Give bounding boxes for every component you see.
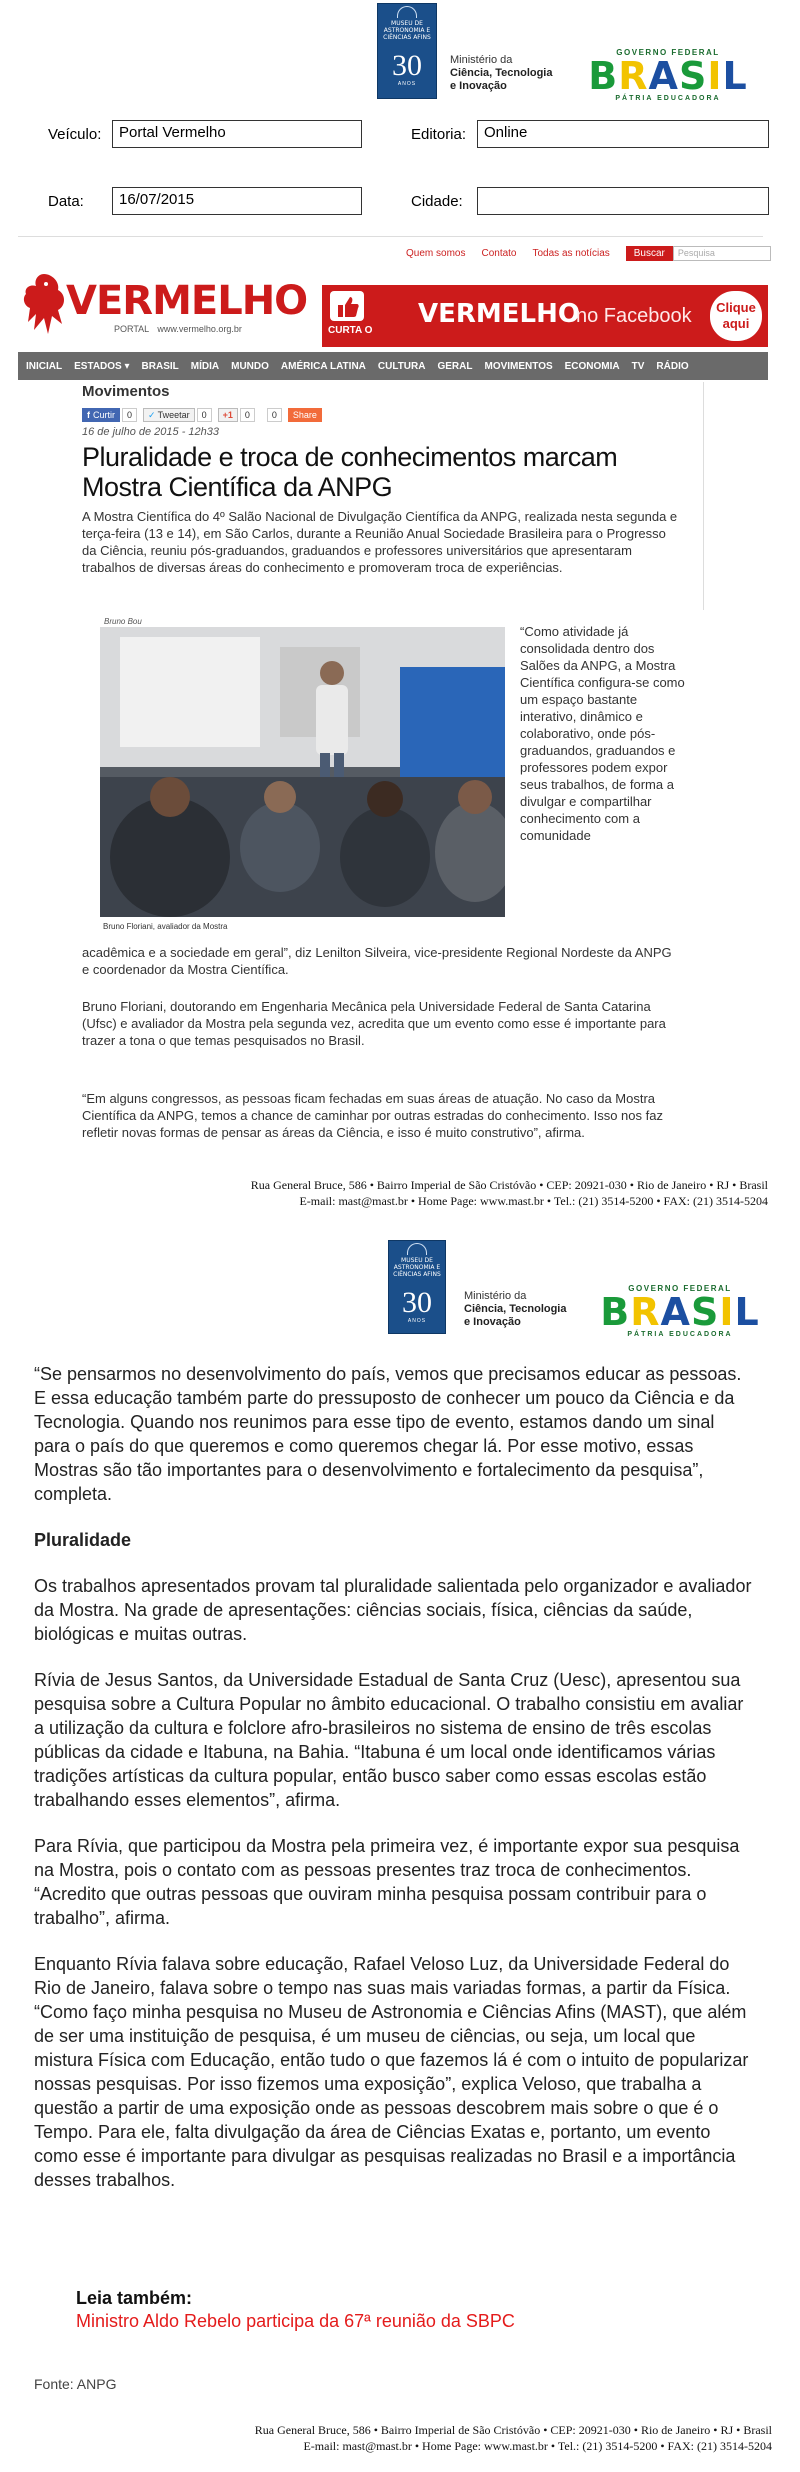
menu-economia[interactable]: ECONOMIA: [564, 360, 620, 372]
cont-paragraph-2: Os trabalhos apresentados provam tal pluralidade salientada pelo organizador e avaliador da Mostra. Na grade de apresentações: ciências sociais, física, ciências da saúde, biológicas e muitas outras.: [34, 1576, 752, 1644]
facebook-like-button[interactable]: f Curtir: [82, 408, 120, 422]
article-paragraph-3: “Em alguns congressos, as pessoas ficam fechadas em suas áreas de atuação. No caso da Mostra Científica da ANPG, temos a chance de caminhar por outras estradas do conhecimento. Isso nos faz refletir novas formas de pensar as áreas da Ciência, e isso é muito construtivo”, afirma.: [82, 1091, 663, 1140]
cont-paragraph-5: Enquanto Rívia falava sobre educação, Rafael Veloso Luz, da Universidade Federal do Rio de Janeiro, falava sobre o tempo nas suas mais variadas formas, a partir da Física. “Como faço minha pesquisa no Museu de Astronomia e Ciências Afins (MAST), que além de ser uma instituição de pesquisa, é um museu de ciências, ou seja, um local que mistura Física com Educação, então tudo o que fazemos lá é com o intuito de popularizar nossas pesquisas. Por isso fizemos uma exposição”, explica Veloso, que trabalha a questão a partir de uma exposição onde as pessoas descobrem mais sobre o que é o Tempo. Para ele, falta divulgação da área de Ciências Exatas e, portanto, um evento como esse é importante para divulgar as pesquisas realizadas no Brasil e a importância desses trabalhos.: [34, 1954, 749, 2190]
menu-mundo[interactable]: MUNDO: [231, 360, 269, 372]
menu-cultura[interactable]: CULTURA: [377, 360, 426, 372]
mast-emblem-icon: [407, 1243, 427, 1255]
facebook-banner[interactable]: CURTA O VERMELHO no Facebook Clique aqui: [322, 285, 768, 347]
rooster-icon: [18, 270, 70, 340]
column-divider: [703, 382, 704, 610]
brasil-logo-2: GOVERNO FEDERAL BRASIL PÁTRIA EDUCADORA: [600, 1284, 760, 1338]
site-top-links: [406, 246, 771, 261]
cidade-field[interactable]: [477, 187, 769, 215]
article-photo: [100, 627, 505, 917]
ministry-name-2: Ministério da Ciência, Tecnologia e Inovação: [464, 1290, 567, 1328]
twitter-icon: ✓: [148, 409, 156, 420]
tweet-count: 0: [197, 408, 212, 422]
quote-rest: acadêmica e a sociedade em geral”, diz Lenilton Silveira, vice-presidente Regional Nordeste da ANPG e coordenador da Mostra Científica.: [82, 945, 672, 977]
brasil-logo: GOVERNO FEDERAL BRASIL PÁTRIA EDUCADORA: [588, 48, 748, 102]
editoria-field[interactable]: Online: [477, 120, 769, 148]
article-paragraph-2: Bruno Floriani, doutorando em Engenharia Mecânica pela Universidade Federal de Santa Catarina (Ufsc) e avaliador da Mostra pela segunda vez, acredita que um evento como esse é importante para trazer a tona o que temas pesquisados no Brasil.: [82, 999, 666, 1048]
mast-30-anos-logo-2: MUSEU DE ASTRONOMIA E CIÊNCIAS AFINS 30 ANOS: [388, 1240, 446, 1334]
cont-paragraph-1: “Se pensarmos no desenvolvimento do país, vemos que precisamos educar as pessoas. E essa educação também parte do pressuposto de conhecer um pouco da Ciência e da Tecnologia. Quando nos reunimos para esse tipo de evento, estamos dando um sinal para o país do que queremos e como queremos chegar lá. Por esse motivo, essas Mostras são tão importantes para o desenvolvimento e fortalecimento da pesquisa”, completa.: [34, 1364, 742, 1504]
share-bar: [82, 408, 322, 422]
menu-inicial[interactable]: INICIAL: [26, 360, 63, 372]
editoria-label: Editoria:: [411, 126, 467, 143]
cont-paragraph-4: Para Rívia, que participou da Mostra pela primeira vez, é importante expor sua pesquisa na Mostra, pois o contato com as pessoas presentes traz troca de conhecimentos. “Acredito que outras pessoas que ouviram minha pesquisa possam contribuir para o trabalho”, afirma.: [34, 1836, 740, 1928]
vermelho-logo[interactable]: VERMELHO PORTAL www.vermelho.org.br: [18, 268, 288, 346]
gplus-button[interactable]: +1: [218, 408, 238, 422]
link-quem-somos[interactable]: Quem somos: [406, 248, 466, 259]
menu-movimentos[interactable]: MOVIMENTOS: [484, 360, 553, 372]
search-input[interactable]: Pesquisa: [673, 246, 771, 261]
leia-tambem-link[interactable]: Ministro Aldo Rebelo participa da 67ª reunião da SBPC: [76, 2311, 515, 2331]
like-count: 0: [122, 408, 137, 422]
link-todas-noticias[interactable]: Todas as notícias: [532, 248, 610, 259]
search-button[interactable]: Buscar: [626, 246, 673, 261]
mast-30-anos-logo: MUSEU DE ASTRONOMIA E CIÊNCIAS AFINS 30 ANOS: [377, 3, 437, 99]
share-count: 0: [267, 408, 282, 422]
menu-radio[interactable]: RÁDIO: [656, 360, 689, 372]
ministry-name: Ministério da Ciência, Tecnologia e Inovação: [450, 54, 553, 92]
article-title: Pluralidade e troca de conhecimentos marcam Mostra Científica da ANPG: [82, 442, 618, 502]
footer-address-2: Rua General Bruce, 586 • Bairro Imperial de São Cristóvão • CEP: 20921-030 • Rio de Janeiro • RJ • Brasil E-mail: mast@mast.br • Home Page: www.mast.br • Tel.: (21) 3514-5200 • FAX: (21) 3514-5204: [254, 2423, 772, 2453]
share-button[interactable]: Share: [288, 408, 322, 422]
menu-tv[interactable]: TV: [631, 360, 645, 372]
source-label: Fonte: ANPG: [34, 2376, 117, 2392]
article-lead: A Mostra Científica do 4º Salão Nacional de Divulgação Científica da ANPG, realizada nesta segunda e terça-feira (13 e 14), em São Carlos, durante a Reunião Anual Sociedade Brasileira para o Progresso da Ciência, reuniu pós-graduandos, graduandos e professores universitários que apresentaram trabalhos de diversas áreas do conhecimento e promoveram troca de experiências.: [82, 509, 678, 575]
menu-estados[interactable]: ESTADOS ▾: [74, 360, 130, 372]
section-name: Movimentos: [82, 383, 170, 400]
menu-america-latina[interactable]: AMÉRICA LATINA: [280, 360, 366, 372]
veiculo-label: Veículo:: [48, 126, 102, 143]
photo-credit: Bruno Bou: [104, 617, 142, 626]
gplus-count: 0: [240, 408, 255, 422]
facebook-icon: f: [87, 410, 90, 420]
clip-divider: [18, 236, 763, 237]
leia-tambem-label: Leia também:: [76, 2288, 193, 2308]
footer-address-1: Rua General Bruce, 586 • Bairro Imperial de São Cristóvão • CEP: 20921-030 • Rio de Janeiro • RJ • Brasil E-mail: mast@mast.br • Home Page: www.mast.br • Tel.: (21) 3514-5200 • FAX: (21) 3514-5204: [250, 1178, 768, 1208]
menu-midia[interactable]: MÍDIA: [190, 360, 220, 372]
site-menu: [18, 352, 768, 380]
continuation-text: [34, 1362, 754, 2214]
veiculo-field[interactable]: Portal Vermelho: [112, 120, 362, 148]
article-date: 16 de julho de 2015 - 12h33: [82, 426, 220, 438]
quote-side: “Como atividade já consolidada dentro dos Salões da ANPG, a Mostra Científica configura-se como um espaço bastante interativo, dinâmico e colaborativo, onde pós-graduandos, graduandos e professores podem expor seus trabalhos, de forma a divulgar e compartilhar conhecimento com a comunidade: [520, 624, 685, 843]
subhead-pluralidade: Pluralidade: [34, 1530, 132, 1550]
cidade-label: Cidade:: [411, 193, 463, 210]
photo-caption: Bruno Floriani, avaliador da Mostra: [103, 922, 228, 931]
cont-paragraph-3: Rívia de Jesus Santos, da Universidade Estadual de Santa Cruz (Uesc), apresentou sua pesquisa sobre a Cultura Popular no âmbito educacional. O trabalho consistiu em avaliar a utilização da cultura e folclore afro-brasileiros no sistema de ensino de três escolas públicas da cidade e Itabuna, na Bahia. “Itabuna é um local onde identificamos várias tradições artísticas da cultura popular, então busco saber como essas escolas estão trabalhando esses elementos”, afirma.: [34, 1670, 744, 1810]
fb-cta[interactable]: Clique aqui: [710, 291, 762, 341]
data-label: Data:: [48, 193, 84, 210]
data-field[interactable]: 16/07/2015: [112, 187, 362, 215]
thumbs-up-icon: [330, 291, 364, 321]
mast-emblem-icon: [397, 6, 417, 18]
link-contato[interactable]: Contato: [481, 248, 517, 259]
tweet-button[interactable]: ✓ Tweetar: [143, 408, 195, 422]
menu-geral[interactable]: GERAL: [437, 360, 473, 372]
menu-brasil[interactable]: BRASIL: [141, 360, 179, 372]
